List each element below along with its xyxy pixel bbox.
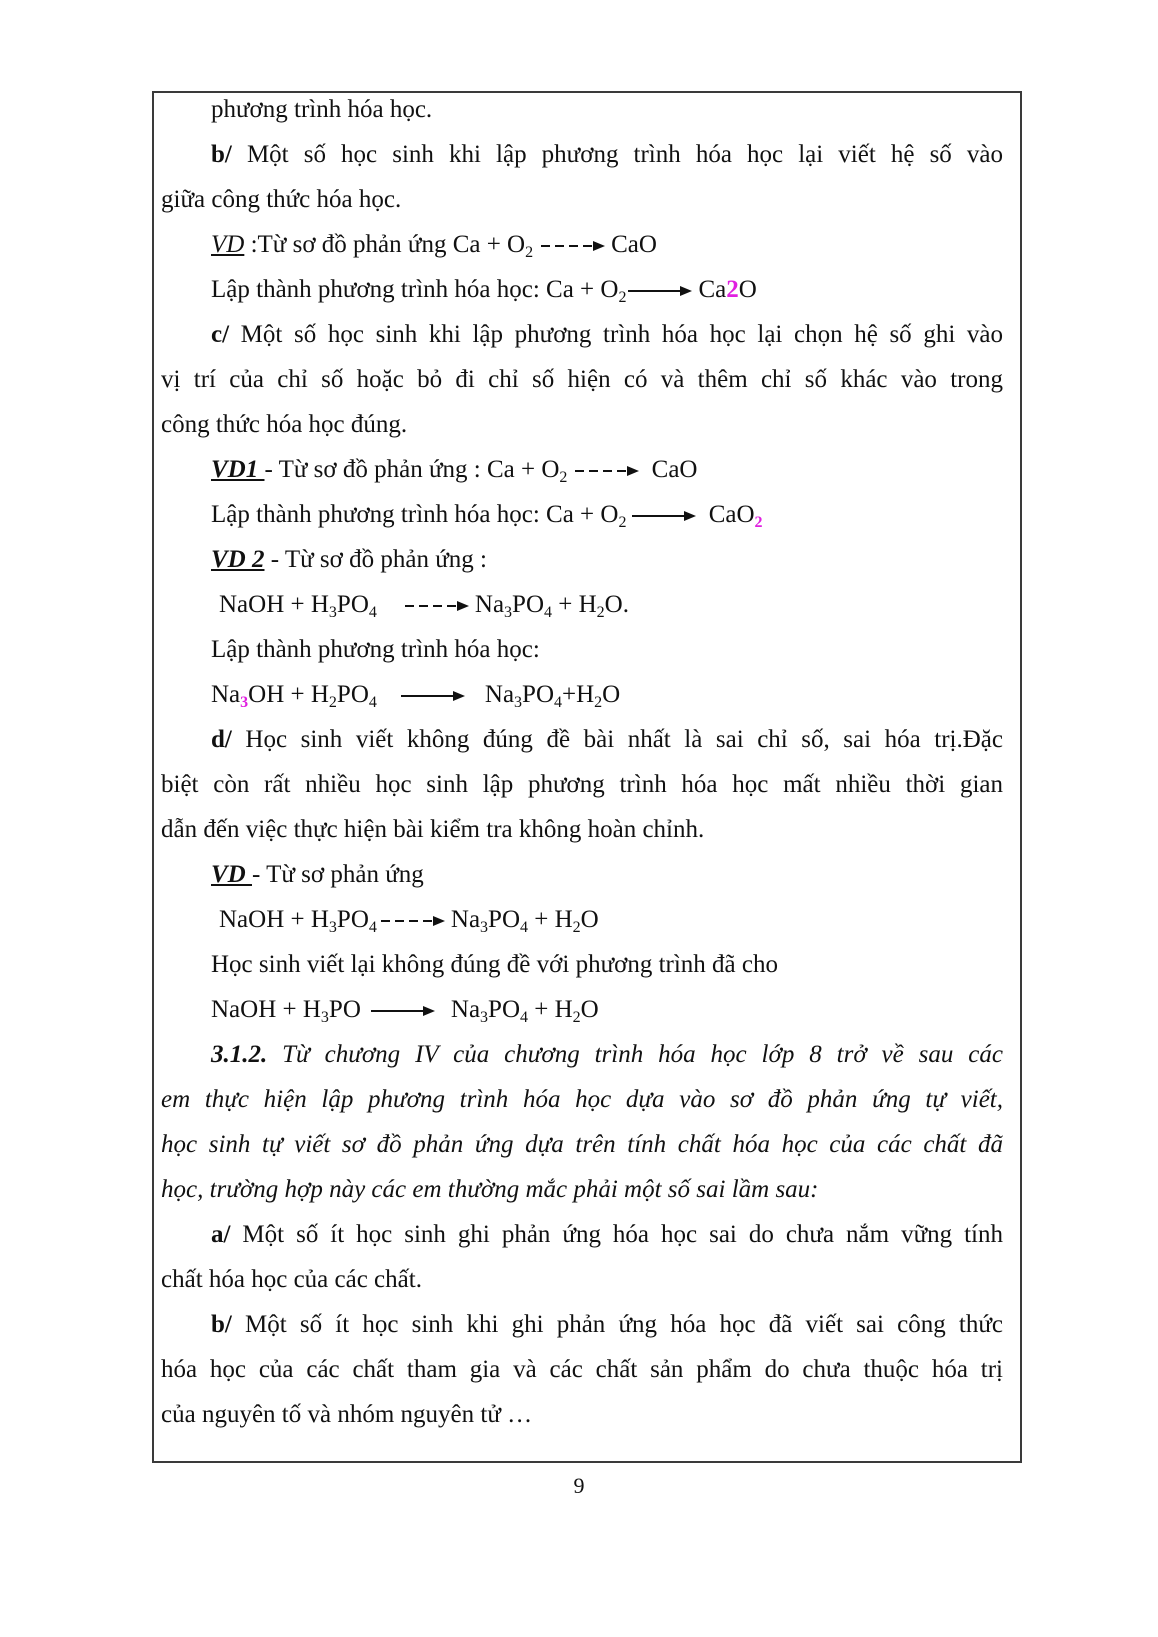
equation-line: NaOH + $H_3PO_4$ $Na_3PO_4 + H_2O$ (219, 906, 599, 936)
text-line: Học sinh viết lại không đúng đề với phương trình đã cho (211, 951, 778, 978)
text-line: biệt còn rất nhiều học sinh lập phương trình hóa học mất nhiều thời gian (161, 771, 1003, 798)
paragraph-b-line: b/ Một số học sinh khi lập phương trình hóa học lại viết hệ số vào (211, 141, 1003, 168)
paragraph-a-line: a/ Một số ít học sinh ghi phản ứng hóa học sai do chưa nắm vững tính (211, 1221, 1003, 1248)
paragraph-b2-line: b/ Một số ít học sinh khi ghi phản ứng hóa học đã viết sai công thức (211, 1311, 1003, 1338)
example-vd2: VD 2 - Từ sơ đồ phản ứng : (211, 546, 487, 573)
text-line: của nguyên tố và nhóm nguyên tử … (161, 1401, 533, 1428)
dashed-arrow-icon (403, 600, 469, 612)
equation-line: NaOH + $H_3PO$ $Na_3PO_4 + H_2O$ (211, 996, 599, 1026)
paragraph-d-line: d/ Học sinh viết không đúng đề bài nhất là sai chỉ số, sai hóa trị.Đặc (211, 726, 1003, 753)
text-line: hóa học của các chất tham gia và các chất sản phẩm do chưa thuộc hóa trị (161, 1356, 1003, 1383)
arrow-icon (371, 1005, 435, 1017)
text-line: em thực hiện lập phương trình hóa học dựa vào sơ đồ phản ứng tự viết, (161, 1086, 1003, 1113)
text-line: học, trường hợp này các em thường mắc phải một số sai lầm sau: (161, 1176, 819, 1203)
section-number: 3.1.2. (211, 1041, 268, 1068)
text-line: Lập thành phương trình hóa học: (211, 636, 540, 663)
text-line: học sinh tự viết sơ đồ phản ứng dựa trên tính chất hóa học của các chất đã (161, 1131, 1003, 1158)
paragraph-c-line: c/ Một số học sinh khi lập phương trình hóa học lại chọn hệ số ghi vào (211, 321, 1003, 348)
text-line: công thức hóa học đúng. (161, 411, 408, 438)
equation-line: $Na_3OH + H_2PO_4$ $Na_3PO_4+H_2O$ (211, 681, 621, 711)
text-line: vị trí của chỉ số hoặc bỏ đi chỉ số hiện có và thêm chỉ số khác vào trong (161, 366, 1003, 393)
dashed-arrow-icon (539, 240, 605, 252)
arrow-icon (632, 510, 696, 522)
text-line: dẫn đến việc thực hiện bài kiểm tra không hoàn chỉnh. (161, 816, 705, 843)
equation-line: Lập thành phương trình hóa học: $Ca + O_2$ Ca2O (211, 276, 757, 306)
section-heading-line: 3.1.2. Từ chương IV của chương trình hóa học lớp 8 trở về sau các (211, 1041, 1003, 1068)
arrow-icon (628, 285, 692, 297)
dashed-arrow-icon (573, 465, 639, 477)
example-vd: VD :Từ sơ đồ phản ứng $Ca + O_2$ CaO (211, 231, 657, 261)
example-vd1: VD1 - Từ sơ đồ phản ứng : $Ca + O_2$ CaO (211, 456, 698, 486)
equation-line: NaOH + $H_3PO_4$ $Na_3PO_4 + H_2O$. (219, 591, 629, 621)
text-line: chất hóa học của các chất. (161, 1266, 422, 1293)
text-line: giữa công thức hóa học. (161, 186, 402, 213)
page-number: 9 (573, 1473, 585, 1498)
arrow-icon (401, 690, 465, 702)
equation-line: Lập thành phương trình hóa học: $Ca + O_2$ CaO$_2$ (211, 501, 763, 531)
text-line: phương trình hóa học. (211, 96, 433, 123)
dashed-arrow-icon (379, 915, 445, 927)
example-vd3: VD - Từ sơ phản ứng (211, 861, 424, 888)
